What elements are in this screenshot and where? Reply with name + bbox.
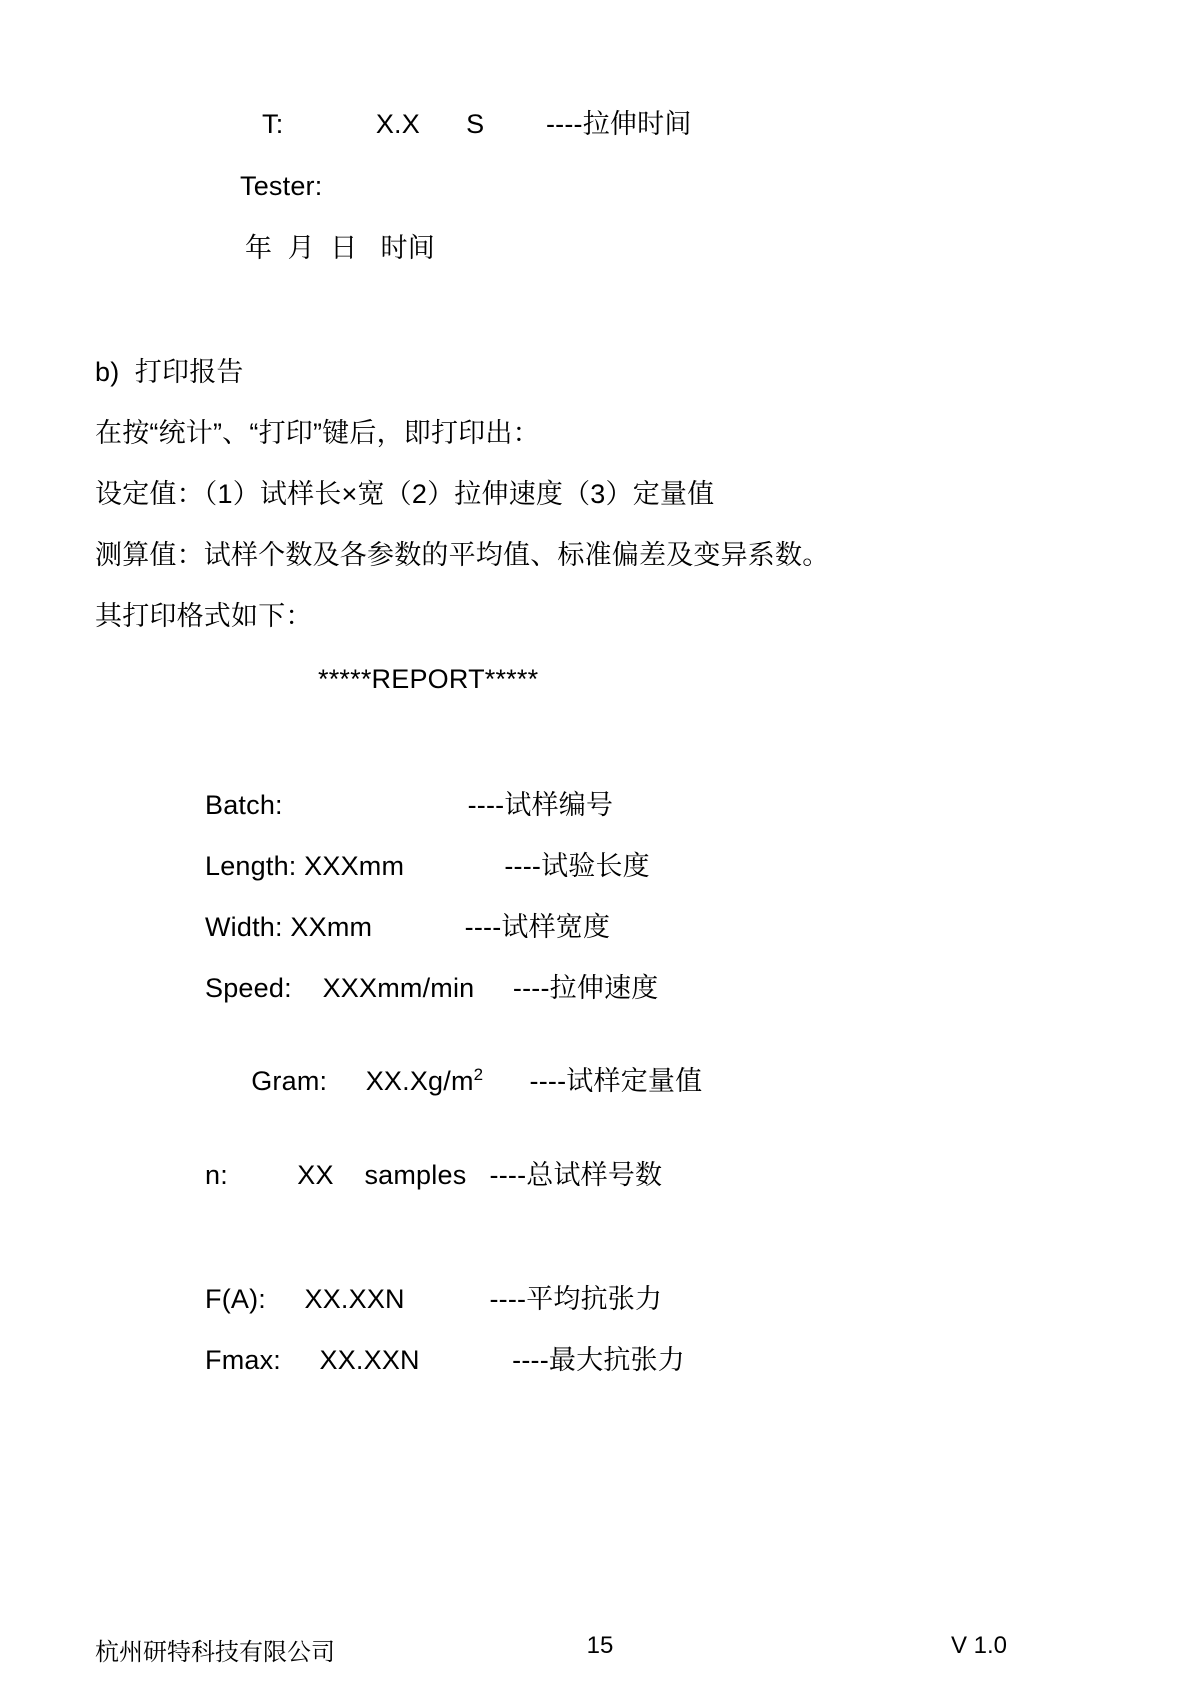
report-field-samples: n: XX samples ----总试样号数 <box>205 1160 663 1190</box>
report-field-gram-exponent: 2 <box>473 1065 484 1085</box>
text-line-tensile-time: T: X.X S ----拉伸时间 <box>262 109 692 139</box>
text-line-tester: Tester: <box>240 171 323 201</box>
footer-company-name: 杭州研特科技有限公司 <box>95 1639 335 1666</box>
page-footer <box>0 1632 1200 1702</box>
report-field-speed: Speed: XXXmm/min ----拉伸速度 <box>205 973 659 1003</box>
report-field-gram <box>205 1033 702 1130</box>
report-title: *****REPORT***** <box>318 664 539 694</box>
footer-page-number: 15 <box>586 1632 614 1659</box>
report-field-length: Length: XXXmm ----试验长度 <box>205 851 650 881</box>
paragraph-measured-values: 测算值：试样个数及各参数的平均值、标准偏差及变异系数。 <box>95 540 830 570</box>
text-line-date: 年 月 日 时间 <box>245 233 435 263</box>
report-field-average-force: F(A): XX.XXN ----平均抗张力 <box>205 1284 663 1314</box>
report-field-gram-note: ----试样定量值 <box>483 1066 703 1097</box>
paragraph-print-trigger: 在按“统计”、“打印”键后，即打印出： <box>95 418 540 448</box>
report-field-batch: Batch: ----试样编号 <box>205 790 614 820</box>
section-heading-print-report: b) 打印报告 <box>95 357 244 387</box>
report-field-width: Width: XXmm ----试样宽度 <box>205 912 611 942</box>
footer-version: V 1.0 <box>950 1632 1007 1659</box>
report-field-max-force: Fmax: XX.XXN ----最大抗张力 <box>205 1345 685 1375</box>
paragraph-set-values: 设定值：（1）试样长×宽（2）拉伸速度（3）定量值 <box>95 479 715 509</box>
report-field-gram-label: Gram: XX.Xg/m <box>251 1066 474 1097</box>
paragraph-print-format: 其打印格式如下： <box>95 601 313 631</box>
